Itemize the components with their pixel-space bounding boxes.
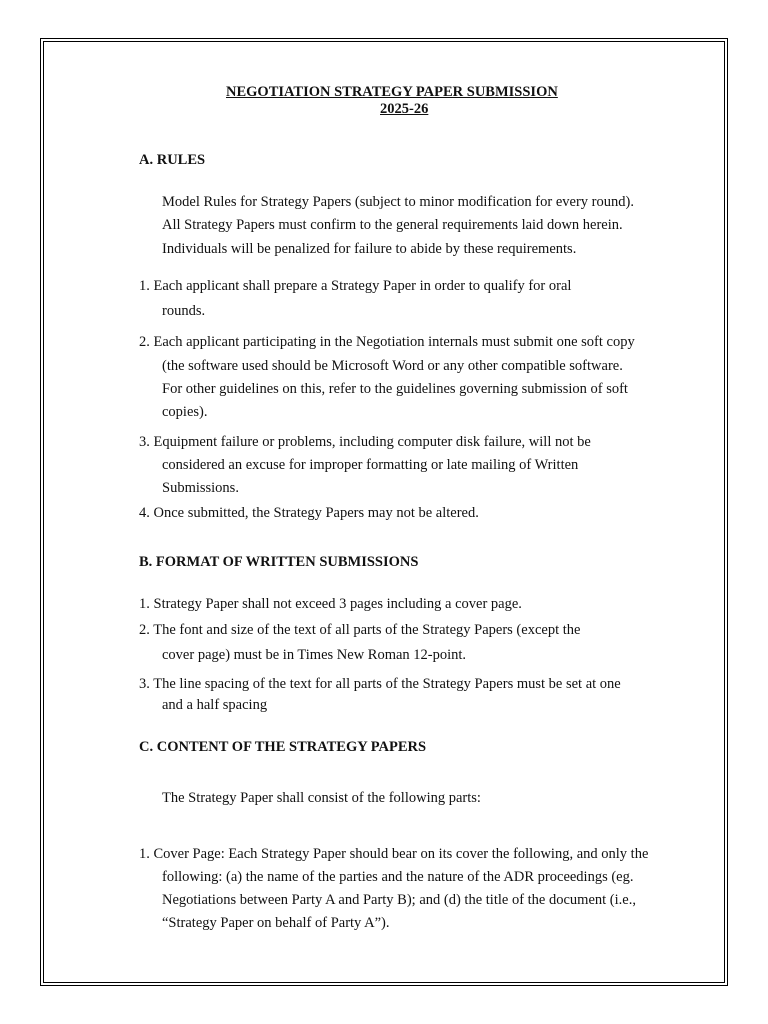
rule-2-line: 2. Each applicant participating in the Negotiation internals must submit one soft copy [139, 334, 635, 350]
rule-1-line: 1. Each applicant shall prepare a Strategy Paper in order to qualify for oral [139, 278, 572, 294]
content-1-line: 1. Cover Page: Each Strategy Paper should bear on its cover the following, and only the [139, 846, 649, 862]
section-a-intro-line: Individuals will be penalized for failure to abide by these requirements. [162, 241, 577, 257]
format-1-line: 1. Strategy Paper shall not exceed 3 pages including a cover page. [139, 596, 522, 612]
section-c-intro: The Strategy Paper shall consist of the following parts: [162, 790, 481, 806]
rule-4-line: 4. Once submitted, the Strategy Papers may not be altered. [139, 505, 479, 521]
rule-3-line: 3. Equipment failure or problems, including computer disk failure, will not be [139, 434, 591, 450]
format-2-line: cover page) must be in Times New Roman 12-point. [162, 647, 467, 663]
rule-2-line: For other guidelines on this, refer to the guidelines governing submission of soft [162, 381, 628, 397]
rule-2-line: (the software used should be Microsoft Word or any other compatible software. [162, 358, 623, 374]
section-c-heading: C. CONTENT OF THE STRATEGY PAPERS [139, 739, 427, 755]
format-2-line: 2. The font and size of the text of all parts of the Strategy Papers (except the [139, 622, 581, 638]
section-a-intro-line: All Strategy Papers must confirm to the general requirements laid down herein. [162, 217, 623, 233]
section-b-heading: B. FORMAT OF WRITTEN SUBMISSIONS [139, 554, 419, 570]
rule-3-line: considered an excuse for improper formatting or late mailing of Written [162, 457, 579, 473]
rule-1-line: rounds. [162, 303, 206, 319]
section-a-intro-line: Model Rules for Strategy Papers (subject to minor modification for every round). [162, 194, 634, 210]
format-3-line: and a half spacing [162, 697, 268, 713]
content-1-line: following: (a) the name of the parties and the nature of the ADR proceedings (eg. [162, 869, 634, 885]
content-1-line: “Strategy Paper on behalf of Party A”). [162, 915, 390, 931]
content-1-line: Negotiations between Party A and Party B); and (d) the title of the document (i.e., [162, 892, 636, 908]
section-a-heading: A. RULES [139, 152, 206, 168]
rule-2-line: copies). [162, 404, 208, 420]
document-title: NEGOTIATION STRATEGY PAPER SUBMISSION [226, 84, 558, 100]
document-year: 2025-26 [380, 101, 429, 117]
format-3-line: 3. The line spacing of the text for all parts of the Strategy Papers must be set at one [139, 676, 621, 692]
rule-3-line: Submissions. [162, 480, 239, 496]
